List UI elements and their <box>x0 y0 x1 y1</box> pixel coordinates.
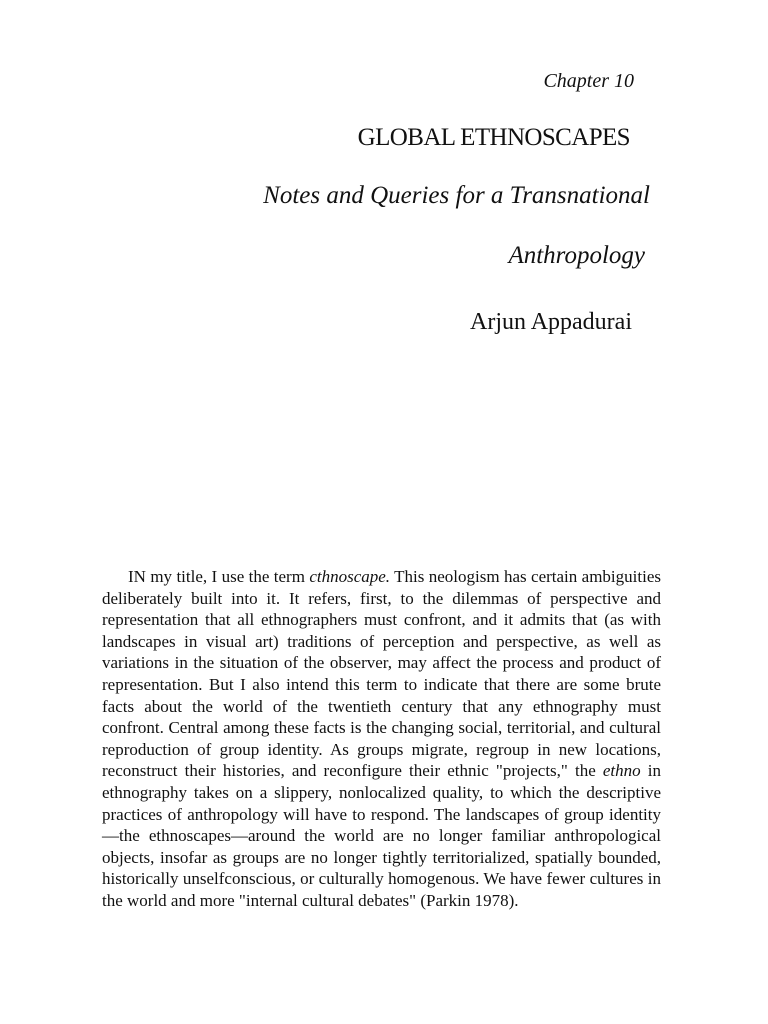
chapter-number: Chapter 10 <box>543 70 634 92</box>
author-name: Arjun Appadurai <box>470 309 632 335</box>
italic-term-ethno: ethno <box>602 761 641 781</box>
italic-term-ethnoscape: cthnoscape. <box>309 567 391 586</box>
paragraph-text-3: in ethnography takes on a slippery, nonlocalized quality, to which the descriptive practices of anthropology will have to respond. The landscapes of group identity—the ethnoscapes—around the world are no longer familiar anthropological objects, insofar as groups are no longer tightly territorialized, spatially bounded, historically unselfconscious, or culturally homogenous. We have fewer cultures in the world and more "internal cultural debates" (Parkin 1978). <box>102 761 661 910</box>
subtitle-line-2: Anthropology <box>508 242 645 269</box>
body-paragraph <box>102 566 661 912</box>
chapter-title: GLOBAL ETHNOSCAPES <box>357 124 630 151</box>
subtitle-line-1: Notes and Queries for a Transnational <box>263 182 650 209</box>
paragraph-text-2: This neologism has certain ambiguities deliberately built into it. It refers, first, to the dilemmas of perspective and representation that all ethnographers must confront, and it admits that (as with landscapes in visual art) traditions of perception and perspective, as well as variations in the situation of the observer, may affect the process and product of representation. But I also intend this term to indicate that there are some brute facts about the world of the twentieth century that any ethnography must confront. Central among these facts is the changing social, territorial, and cultural reproduction of group identity. As groups migrate, regroup in new locations, reconstruct their histories, and reconfigure their ethnic "projects," the <box>102 567 661 781</box>
paragraph-text-1: IN my title, I use the term <box>128 567 310 586</box>
